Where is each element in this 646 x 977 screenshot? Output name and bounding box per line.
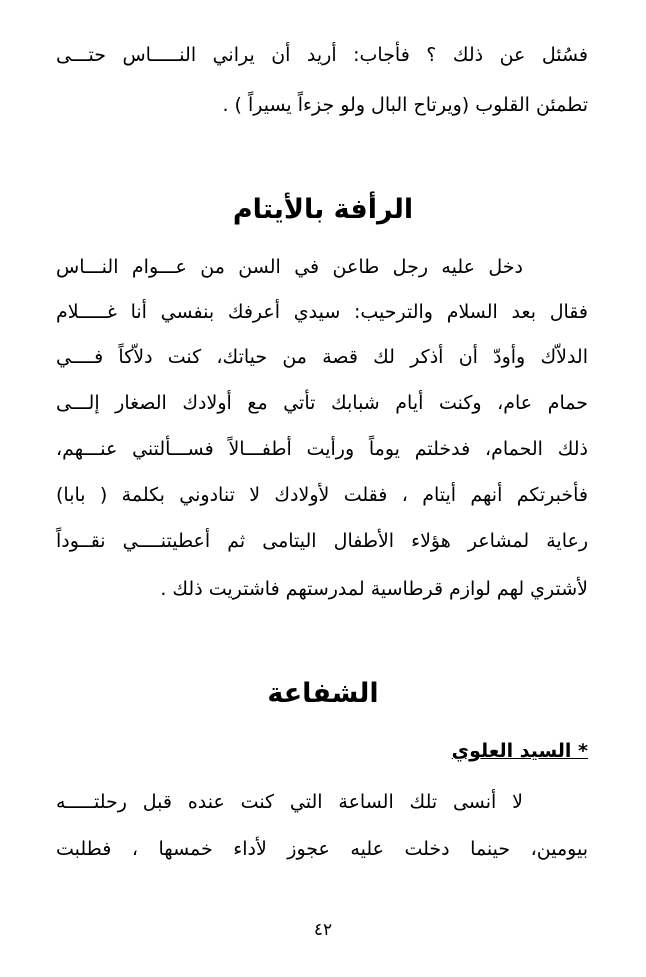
- section-title-orphan-kindness: الرأفة بالأيتام: [232, 194, 414, 225]
- paragraph-line: الدلاّك وأودّ أن أذكر لك قصة من حياتك، كنت دلاّكاً فــــي: [56, 346, 588, 368]
- paragraph-line: لا أنسى تلك الساعة التي كنت عنده قبل رحلتـــــه: [56, 791, 523, 813]
- paragraph-line: حمام عام، وكنت أيام شبابك تأتي مع أولادك الصغار إلـــى: [56, 392, 588, 414]
- paragraph-line: دخل عليه رجل طاعن في السن من عـــوام النـــاس: [56, 256, 523, 278]
- paragraph-line: بيومين، حينما دخلت عليه عجوز لأداء خمسها ، فطلبت: [56, 838, 588, 860]
- paragraph-line: لأشتري لهم لوازم قرطاسية لمدرستهم فاشتريت ذلك .: [160, 578, 588, 600]
- page-number: ٤٢: [313, 920, 333, 940]
- paragraph-line: رعاية لمشاعر هؤلاء الأطفال اليتامى ثم أعطيتنــــي نقــوداً: [56, 530, 588, 552]
- paragraph-line: ذلك الحمام، فدخلتم يوماً ورأيت أطفـــالاً فســـألتني عنـــهم،: [56, 438, 588, 460]
- intro-line-1: فسُئل عن ذلك ؟ فأجاب: أريد أن يراني النـــــاس حتـــى: [56, 44, 588, 66]
- paragraph-line: فقال بعد السلام والترحيب: سيدي أعرفك بنفسي أنا غـــــلام: [56, 301, 588, 323]
- paragraph-line: فأخبرتكم أنهم أيتام ، فقلت لأولادك لا تنادوني بكلمة ( بابا): [56, 484, 588, 506]
- section-title-intercession: الشفاعة: [267, 678, 379, 709]
- subheading-sayyid-alawi: * السيد العلوي: [451, 740, 588, 762]
- intro-line-2: تطمئن القلوب (ويرتاح البال ولو جزءاً يسيراً ) .: [222, 94, 588, 116]
